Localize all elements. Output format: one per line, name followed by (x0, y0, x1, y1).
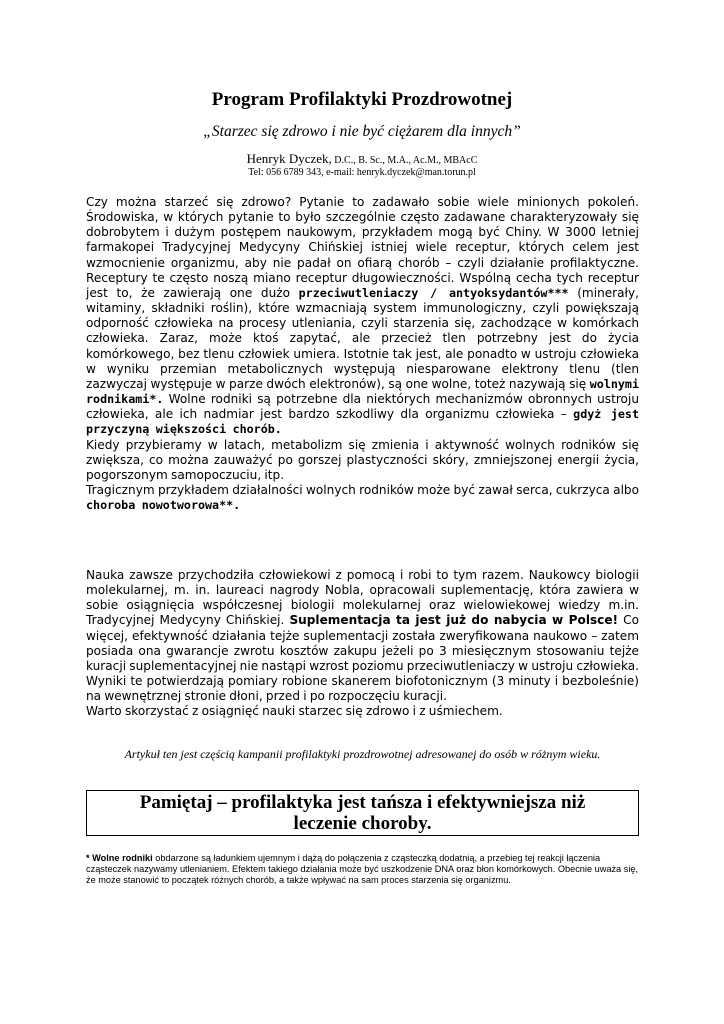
bold-term-supplement: Suplementacja ta jest już do nabycia w Polsce! (289, 613, 619, 628)
page-title: Program Profilaktyki Prozdrowotnej (211, 89, 513, 110)
body-paragraph-1 (86, 195, 639, 513)
author-degrees: D.C., B. Sc., M.A., Ac.M., MBAcC (331, 155, 478, 166)
body-paragraph-2 (86, 568, 639, 720)
bold-term-cancer: choroba nowotworowa**. (86, 498, 241, 513)
paragraph-block: Warto skorzystać z osiągnięć nauki starzec się zdrowo i z uśmiechem. (86, 704, 503, 719)
campaign-note: Artykuł ten jest częścią kampanii profilaktyki prozdrowotnej adresowanej do osób w różnym wieku. (124, 747, 601, 761)
text-run: Wolne rodniki są potrzebne dla niektórych mechanizmów obronnych ustroju człowieka, ale ich nadmiar jest bardzo szkodliwy dla organizmu człowieka – (86, 392, 639, 422)
paragraph-block (86, 568, 639, 704)
footnote (86, 853, 639, 886)
page-subtitle: „Starzec się zdrowo i nie być ciężarem dla innych” (203, 123, 521, 140)
paragraph-block (86, 483, 639, 513)
bold-term-free-radicals: wolnymi rodnikami*. (86, 376, 639, 407)
footnote-text: obdarzone są ładunkiem ujemnym i dążą do połączenia z cząsteczką dodatnią, a przebieg tej reakcji łączenia cząsteczek nazywamy utlenianiem. Efektem takiego działania może być uszkodzenie DNA oraz błon komórkowych. Obecnie uważa się, że może stanowić to początek różnych chorób, a także wpływać na sam proces starzenia się organizmu. (86, 853, 639, 885)
callout-line-1: Pamiętaj – profilaktyka jest tańsza i efektywniejsza niż (139, 792, 586, 813)
text-run: Czy można starzeć się zdrowo? Pytanie to zadawało sobie wiele minionych pokoleń. Środowiska, w których pytanie to było szczególnie często zadawane charakteryzowały się dobrobytem i dużym postępem naukowym, przykładem mogą być Chiny. W 3000 letniej farmakopei Tradycyjnej Medycyny Chińskiej istniej wiele receptur, których celem jest wzmocnienie organizmu, aby nie padał on ofiarą chorób – czyli działanie profilaktyczne. Receptury te często noszą miano receptur długowieczności. Wspólną cecha tych receptur jest to, że zawierają one dużo (86, 195, 639, 300)
contact-info: Tel: 056 6789 343, e-mail: henryk.dyczek@man.torun.pl (248, 167, 476, 178)
footnote-term: * Wolne rodniki (86, 853, 153, 863)
text-run: Tragicznym przykładem działalności wolnych rodników może być zawał serca, cukrzyca albo (86, 482, 639, 497)
paragraph-block: Kiedy przybieramy w latach, metabolizm się zmienia i aktywność wolnych rodników się zwiększa, co można zauważyć po gorszej plastyczności skóry, zmniejszonej energii życia, pogorszonym samopoczuciu, itp. (86, 437, 639, 482)
paragraph-block (86, 195, 639, 438)
bold-term-disease-cause: gdyż jest przyczyną większości chorób. (86, 407, 639, 437)
author-line (0, 152, 724, 168)
callout-line-2: leczenie choroby. (293, 813, 432, 834)
author-name: Henryk Dyczek, (246, 151, 332, 166)
bold-term-antioxidants: przeciwutleniaczy / antyoksydantów*** (298, 285, 569, 300)
text-run: (minerały, witaminy, składniki roślin), które wzmacniają system immunologiczny, czyli powiększają odporność człowieka na procesy utleniania, czyli starzenia się, zachodzące w komórkach człowieka. Zaraz, może ktoś zapytać, ale przecież tlen potrzebny jest do życia komórkowego, bez tlenu człowiek umiera. Istotnie tak jest, ale ponadto w ustroju człowieka w wyniku przemian metabolicznych występują niesparowane elektrony tlenu (tlen zazwyczaj występuje w parze dwóch elektronów), są one wolne, toteż nazywają się (86, 285, 640, 391)
text-run: Nauka zawsze przychodziła człowiekowi z pomocą i robi to tym razem. Naukowcy biologii molekularnej, m. in. laureaci nagrody Nobla, opracowali suplementację, która zawiera w sobie osiągnięcia współczesnej biologii molekularnej oraz wielowiekowej wiedzy m.in. Tradycyjnej Medycyny Chińskiej. (86, 568, 639, 628)
callout-box (86, 790, 639, 836)
text-run: Co więcej, efektywność działania tejże suplementacji została zweryfikowana naukowo – zatem posiada ona gwarancje zwrotu kosztów zakupu jeżeli po 3 miesięcznym stosowaniu tejże kuracji suplementacyjnej nie nastąpi wzrost poziomu przeciwutleniaczy w ustroju człowieka. Wyniki te potwierdzają pomiary robione skanerem biofotonicznym (3 minuty i bezboleśnie) na wewnętrznej stronie dłoni, przed i po rozpoczęciu kuracji. (86, 613, 639, 704)
